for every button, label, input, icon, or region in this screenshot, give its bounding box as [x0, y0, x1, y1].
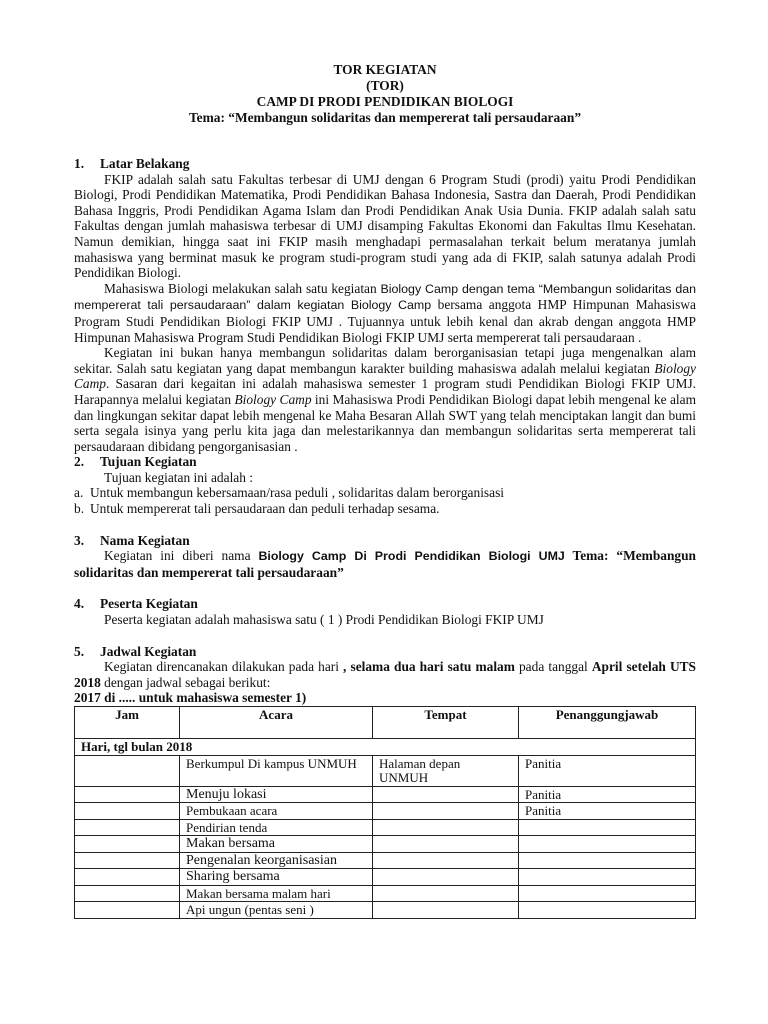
- section-1-heading: 1. Latar Belakang: [74, 156, 190, 171]
- section-4-heading: 4. Peserta Kegiatan: [74, 596, 198, 612]
- column-header-acara: Acara: [180, 707, 373, 739]
- section-1-paragraph-3: Kegiatan ini bukan hanya membangun solidaritas dalam berorganisasian tetapi juga mengenalkan alam sekitar. Salah satu kegiatan yang dapat membangun karakter building mahasiswa adalah melalui kegiatan Biology Camp. Sasaran dari kegaitan ini adalah mahasiswa semester 1 program studi Pendidikan Biologi FKIP UMJ. Harapannya melalui kegiatan Biology Camp ini Mahasiswa Prodi Pendidikan Biologi dapat lebih mengenal ke alam dan lingkungan sekitar dapat lebih mengenal ke Maha Besaran Allah SWT yang telah menciptakan langit dan bumi serta segala isinya yang perlu kita jaga dan melestarikannya dan membangun solidaritas serta mempererat tali persaudaraan dibidang pengorganisasian .: [74, 345, 696, 454]
- table-day-row: Hari, tgl bulan 2018: [75, 739, 696, 756]
- table-row: Api ungun (pentas seni ): [75, 902, 696, 919]
- table-row: Makan bersama: [75, 836, 696, 853]
- column-header-tempat: Tempat: [373, 707, 519, 739]
- section-3-heading: 3. Nama Kegiatan: [74, 532, 190, 548]
- section-2-intro: Tujuan kegiatan ini adalah :: [104, 469, 254, 485]
- section-2-heading: 2. Tujuan Kegiatan: [74, 454, 197, 470]
- section-5-heading: 5. Jadwal Kegiatan: [74, 643, 197, 659]
- section-1-paragraph-2: Mahasiswa Biologi melakukan salah satu kegiatan Biology Camp dengan tema “Membangun solidaritas dan mempererat tali persaudaraan” dalam kegiatan Biology Camp bersama anggota HMP Himpunan Mahasiswa Program Studi Pendidikan Biologi FKIP UMJ . Tujuannya untuk lebih kenal dan akrab dengan anggota HMP Himpunan Mahasiswa Program Studi Pendidikan Biologi FKIP UMJ serta mempererat tali persaudaraan .: [74, 280, 696, 345]
- table-row: Pengenalan keorganisasian: [75, 852, 696, 869]
- doc-title: TOR KEGIATAN: [333, 62, 437, 77]
- section-5-text: Kegiatan direncanakan dilakukan pada hari , selama dua hari satu malam pada tanggal April setelah UTS 2018 dengan jadwal sebagai berikut:: [74, 659, 697, 690]
- document-page: [74, 62, 696, 919]
- section-1-paragraph-1: FKIP adalah salah satu Fakultas terbesar di UMJ dengan 6 Program Studi (prodi) yaitu Prodi Pendidikan Biologi, Prodi Pendidikan Matematika, Prodi Pendidikan Bahasa Indonesia, Sastra dan Daerah, Prodi Pendidikan Bahasa Inggris, Prodi Pendidikan Agama Islam dan Prodi Pendidikan Anak Usia Dunia. FKIP adalah salah satu Fakultas dengan jumlah mahasiswa terbesar di UMJ disamping Fakultas Ekonomi dan Fakultas Ilmu Kesehatan. Namun demikian, hingga saat ini FKIP masih menghadapi permasalahan terkait belum meratanya jumlah mahasiswa yang berminat masuk ke program studi-program studi yang ada di FKIP, salah satunya adalah Prodi Pendidikan Biologi.: [74, 171, 696, 281]
- table-row: Pembukaan acara Panitia: [75, 803, 696, 820]
- table-row: Menuju lokasi Panitia: [75, 786, 696, 803]
- schedule-table: [74, 706, 696, 919]
- section-3-text: Kegiatan ini diberi nama Biology Camp Di Prodi Pendidikan Biologi UMJ Tema: “Membangun solidaritas dan mempererat tali persaudaraan”: [74, 548, 696, 580]
- table-row: Berkumpul Di kampus UNMUH Halaman depan UNMUH Panitia: [75, 755, 696, 786]
- column-header-penanggungjawab: Penanggungjawab: [519, 707, 696, 739]
- title-block: [74, 62, 696, 126]
- list-item: a. Untuk membangun kebersamaan/rasa peduli , solidaritas dalam berorganisasi: [74, 485, 504, 501]
- column-header-jam: Jam: [75, 707, 180, 739]
- doc-heading: CAMP DI PRODI PENDIDIKAN BIOLOGI: [256, 94, 514, 109]
- doc-subtitle: (TOR): [366, 78, 404, 93]
- section-5-note: 2017 di ..... untuk mahasiswa semester 1): [74, 690, 307, 706]
- section-4-text: Peserta kegiatan adalah mahasiswa satu ( 1 ) Prodi Pendidikan Biologi FKIP UMJ: [104, 612, 544, 628]
- list-item: b. Untuk mempererat tali persaudaraan dan peduli terhadap sesama.: [74, 501, 440, 517]
- table-row: Makan bersama malam hari: [75, 885, 696, 902]
- table-row: Pendirian tenda: [75, 819, 696, 836]
- doc-theme: Tema: “Membangun solidaritas dan mempererat tali persaudaraan”: [188, 110, 582, 125]
- table-header-row: [75, 707, 696, 739]
- table-row: Sharing bersama: [75, 869, 696, 886]
